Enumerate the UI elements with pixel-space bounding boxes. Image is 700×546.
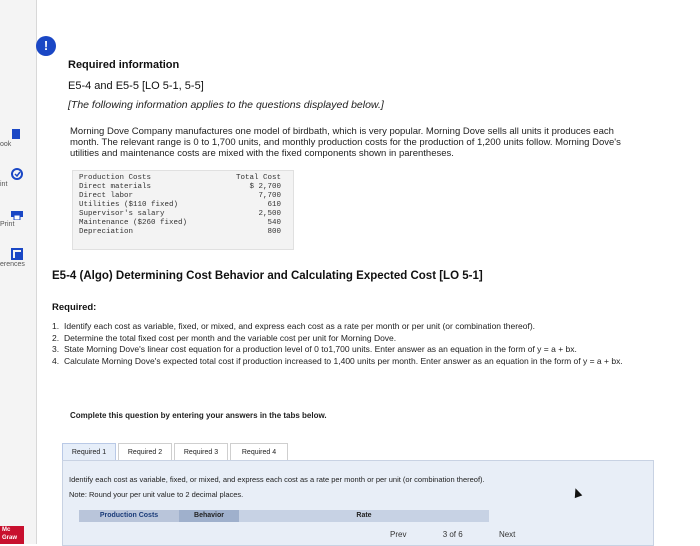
answer-grid-header bbox=[79, 510, 489, 522]
print-icon bbox=[10, 208, 24, 220]
cost-table bbox=[72, 170, 294, 250]
info-note: [The following information applies to the questions displayed below.] bbox=[68, 99, 384, 111]
tab-required-3[interactable]: Required 3 bbox=[174, 443, 228, 461]
cost-name: Direct materials bbox=[79, 183, 152, 191]
column-header: Total Cost bbox=[235, 174, 281, 182]
item-number: 3. bbox=[52, 344, 60, 354]
section-title: E5-4 (Algo) Determining Cost Behavior and Calculating Expected Cost [LO 5-1] bbox=[52, 270, 483, 282]
cost-value: $ 2,700 bbox=[249, 183, 281, 191]
panel-note: Note: Round your per unit value to 2 decimal places. bbox=[69, 490, 244, 499]
item-text: Identify each cost as variable, fixed, or mixed, and express each cost as a rate per month or per unit (or combination thereof). bbox=[64, 321, 536, 331]
sidebar-item-ebook[interactable] bbox=[0, 128, 36, 148]
table-row bbox=[79, 210, 287, 219]
list-item bbox=[52, 322, 652, 332]
column-header-behavior: Behavior bbox=[179, 510, 239, 522]
table-row bbox=[79, 192, 287, 201]
tab-required-2[interactable]: Required 2 bbox=[118, 443, 172, 461]
panel-instructions: Identify each cost as variable, fixed, or mixed, and express each cost as a rate per month or per unit (or combination thereof). bbox=[69, 475, 485, 484]
instructions-text: Complete this question by entering your answers in the tabs below. bbox=[70, 411, 327, 420]
tab-required-4[interactable]: Required 4 bbox=[230, 443, 288, 461]
list-item bbox=[52, 345, 652, 355]
sidebar-item-hint[interactable] bbox=[0, 168, 36, 188]
cost-value: 610 bbox=[267, 201, 281, 209]
page-title: Required information bbox=[68, 59, 180, 71]
next-button[interactable]: Next bbox=[498, 530, 516, 539]
list-item bbox=[52, 334, 652, 344]
alert-icon: ! bbox=[36, 36, 56, 56]
exercise-reference: E5-4 and E5-5 [LO 5-1, 5-5] bbox=[68, 80, 204, 92]
cost-name: Utilities ($110 fixed) bbox=[79, 201, 179, 209]
sidebar-item-label: Print bbox=[0, 221, 15, 228]
tab-required-1[interactable]: Required 1 bbox=[62, 443, 116, 461]
cost-value: 800 bbox=[267, 228, 281, 236]
item-text: State Morning Dove's linear cost equation for a production level of 0 to1,700 units. Enter answer as an equation in the form of y = a + bx. bbox=[64, 344, 577, 354]
cost-name: Supervisor's salary bbox=[79, 210, 165, 218]
cost-value: 2,500 bbox=[258, 210, 281, 218]
cost-value: 540 bbox=[267, 219, 281, 227]
table-row bbox=[79, 201, 287, 210]
sidebar-item-references[interactable] bbox=[0, 248, 36, 268]
references-icon bbox=[10, 248, 24, 260]
tab-panel-required-1 bbox=[62, 460, 654, 546]
requirements-list bbox=[52, 322, 652, 368]
item-number: 2. bbox=[52, 332, 60, 343]
cost-name: Direct labor bbox=[79, 192, 134, 200]
table-row bbox=[79, 219, 287, 228]
column-header: Production Costs bbox=[79, 174, 152, 182]
item-number: 4. bbox=[52, 355, 60, 366]
column-header-rate: Rate bbox=[239, 510, 489, 522]
required-heading: Required: bbox=[52, 302, 97, 313]
left-rail bbox=[0, 0, 37, 544]
item-text: Calculate Morning Dove's expected total cost if production increased to 1,400 units per month. Enter answer as an equation in the form of y = a + bx. bbox=[64, 355, 623, 366]
cost-value: 7,700 bbox=[258, 192, 281, 200]
table-header bbox=[79, 174, 287, 183]
item-text: Determine the total fixed cost per month and the variable cost per unit for Morning Dove. bbox=[64, 332, 397, 343]
question-navigation bbox=[390, 530, 549, 539]
hint-icon bbox=[10, 168, 24, 180]
sidebar-item-label: erences bbox=[0, 261, 25, 268]
cost-name: Depreciation bbox=[79, 228, 134, 236]
book-icon bbox=[10, 128, 24, 140]
list-item bbox=[52, 357, 652, 367]
sidebar-item-label: int bbox=[0, 181, 8, 188]
brand-logo: Mc Graw bbox=[0, 526, 24, 544]
mouse-cursor-icon bbox=[572, 487, 583, 498]
prev-button[interactable]: Prev bbox=[390, 530, 407, 539]
page-indicator: 3 of 6 bbox=[442, 530, 463, 539]
table-row bbox=[79, 183, 287, 192]
item-number: 1. bbox=[52, 321, 60, 331]
intro-paragraph: Morning Dove Company manufactures one model of birdbath, which is very popular. Morning Dove sells all units it produces each month. The relevant range is 0 to 1,700 units, and monthly production costs for the production of 1,200 units follow. Morning Dove's utilities and maintenance costs are mixed with the fixed components shown in parentheses. bbox=[70, 126, 621, 159]
sidebar-item-label: ook bbox=[0, 141, 12, 148]
sidebar-item-print[interactable] bbox=[0, 208, 36, 228]
cost-name: Maintenance ($260 fixed) bbox=[79, 219, 188, 227]
column-header-production-costs: Production Costs bbox=[99, 512, 159, 519]
table-row bbox=[79, 228, 287, 237]
